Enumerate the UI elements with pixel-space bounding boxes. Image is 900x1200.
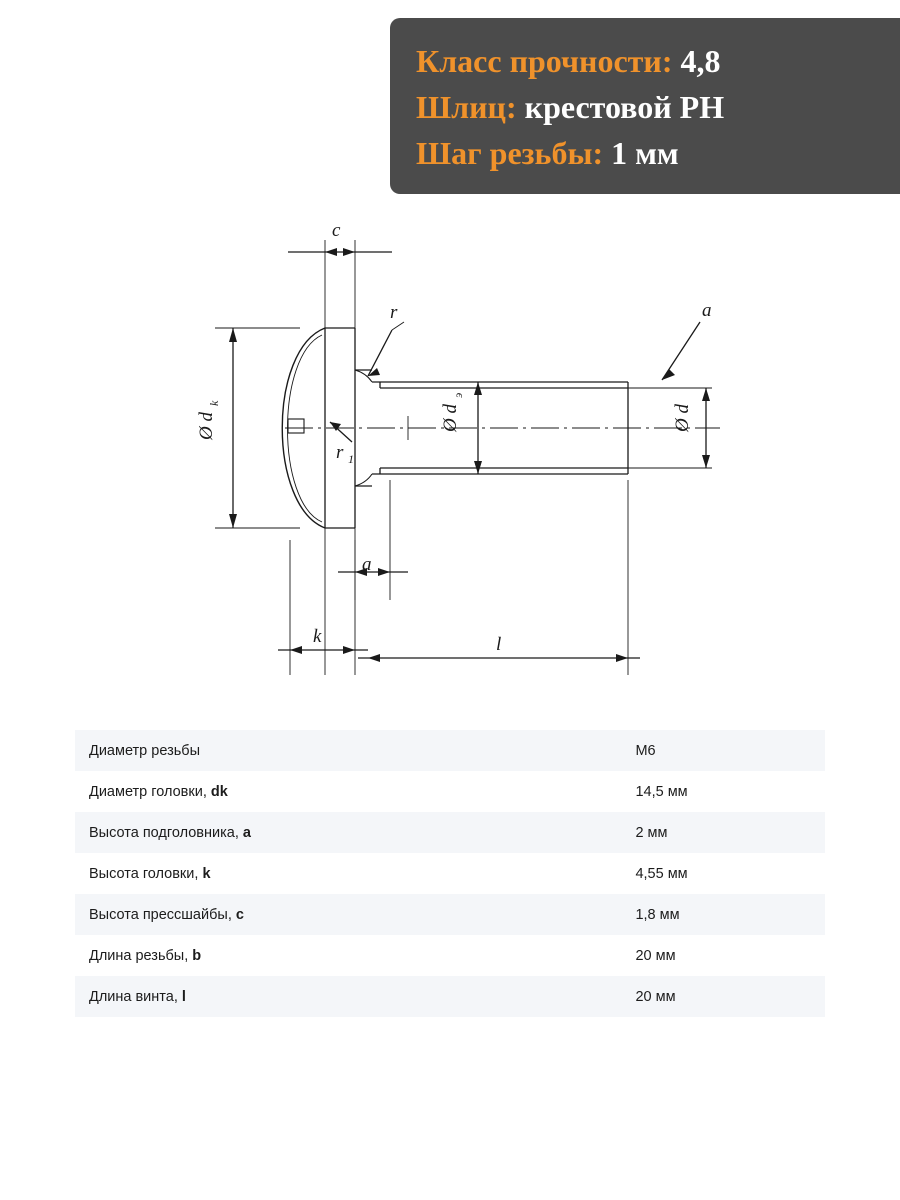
label-a-bottom: a — [362, 554, 372, 575]
banner-value-slot: крестовой PH — [524, 89, 725, 126]
spec-value-cell: M6 — [635, 742, 656, 759]
spec-label-text: Диаметр головки, — [89, 783, 211, 800]
banner-label-slot: Шлиц: — [416, 89, 517, 126]
spec-label-symbol: k — [202, 865, 211, 882]
spec-label-cell — [75, 894, 621, 935]
spec-label-text: Диаметр резьбы — [89, 742, 201, 759]
spec-value-cell: 2 мм — [635, 824, 668, 841]
spec-label-symbol: l — [181, 988, 186, 1005]
label-l: l — [496, 634, 502, 655]
spec-label-symbol: a — [242, 824, 251, 841]
table-row — [75, 976, 825, 1017]
banner-value-pitch: 1 мм — [611, 135, 679, 172]
spec-value-cell: 14,5 мм — [635, 783, 688, 800]
spec-value-cell: 20 мм — [635, 988, 676, 1005]
table-row — [75, 935, 825, 976]
label-da-sub: э — [451, 392, 465, 398]
banner-label-pitch: Шаг резьбы: — [416, 135, 604, 172]
spec-label-cell — [75, 976, 621, 1017]
label-r1-sub: 1 — [348, 452, 354, 466]
table-row — [75, 853, 825, 894]
spec-banner — [390, 18, 900, 194]
label-k: k — [313, 626, 322, 647]
specifications-table — [75, 730, 825, 1017]
label-c: c — [332, 220, 341, 241]
spec-label-text: Высота головки, — [89, 865, 203, 882]
label-r1: r — [336, 442, 344, 463]
spec-label-cell — [75, 730, 621, 771]
spec-label-text: Высота прессшайбы, — [89, 906, 236, 923]
table-row — [75, 730, 825, 771]
spec-label-cell — [75, 853, 621, 894]
label-r: r — [390, 302, 398, 323]
spec-label-text: Длина винта, — [89, 988, 182, 1005]
screw-technical-drawing — [0, 210, 900, 710]
table-row — [75, 894, 825, 935]
spec-label-text: Длина резьбы, — [89, 947, 193, 964]
label-d: Ø d — [672, 404, 693, 432]
label-dk: Ø d — [196, 412, 217, 440]
label-a-top: a — [702, 300, 712, 321]
label-dk-sub: k — [207, 400, 221, 406]
spec-label-symbol: b — [192, 947, 202, 964]
label-da: Ø d — [440, 404, 461, 432]
spec-value-cell: 1,8 мм — [635, 906, 680, 923]
spec-label-cell — [75, 812, 621, 853]
spec-value-cell: 4,55 мм — [635, 865, 688, 882]
banner-line-slot — [416, 84, 882, 130]
table-row — [75, 812, 825, 853]
drawing-svg — [0, 210, 900, 710]
spec-value-cell: 20 мм — [635, 947, 676, 964]
banner-value-strength: 4,8 — [680, 43, 721, 79]
spec-label-symbol: dk — [210, 783, 228, 800]
spec-label-text: Высота подголовника, — [89, 824, 243, 841]
banner-line-strength — [416, 38, 882, 84]
banner-label-strength: Класс прочности: — [416, 43, 673, 79]
spec-label-symbol: c — [235, 906, 244, 923]
spec-label-cell — [75, 935, 621, 976]
banner-line-pitch — [416, 130, 882, 176]
spec-label-cell — [75, 771, 621, 812]
table-row — [75, 771, 825, 812]
